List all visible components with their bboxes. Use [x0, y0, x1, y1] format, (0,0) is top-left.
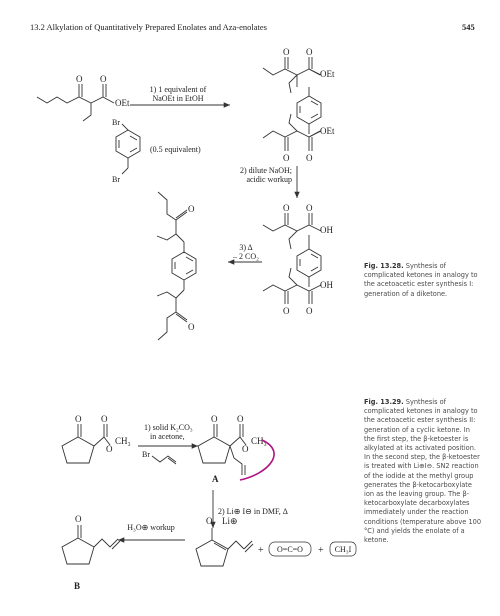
step1-line2: in acetone,: [150, 432, 185, 441]
atom-o: O: [101, 414, 108, 424]
atom-o: O: [242, 444, 249, 454]
atom-br: Br: [112, 175, 120, 184]
step2-line1: 2) dilute NaOH;: [240, 166, 292, 175]
ketoester-start: [37, 74, 130, 121]
workup-label: H₃O⊕ workup: [127, 523, 175, 532]
carbon-dioxide: O=C=O: [277, 545, 303, 554]
atom-br: Br: [112, 118, 120, 127]
group-oet: OEt: [115, 98, 130, 108]
methyl-iodide: CH₃I: [334, 545, 352, 554]
enolate: [196, 516, 356, 566]
compound-a-label: A: [212, 474, 219, 484]
atom-o: O: [306, 47, 313, 57]
atom-o: O: [76, 74, 83, 84]
page-number: 545: [462, 22, 475, 32]
atom-o: O: [283, 153, 290, 163]
plus-sign: +: [318, 545, 324, 556]
reagent-amount: (0.5 equivalent): [150, 145, 201, 154]
step3-line1: 3) Δ: [239, 243, 253, 252]
figure-caption-13-28: [364, 262, 482, 299]
dibromo-xylene: [112, 118, 201, 184]
diketone-product: [157, 192, 196, 340]
compound-b: [62, 514, 120, 591]
atom-o: O: [283, 306, 290, 316]
step1-line2: NaOEt in EtOH: [152, 94, 204, 103]
atom-o: O: [188, 204, 195, 214]
step3-line2: – 2 CO₂: [233, 252, 259, 261]
atom-o: O: [306, 203, 313, 213]
group-ch3: CH₃: [251, 436, 267, 446]
bis-ketoester: [263, 47, 335, 163]
bis-ketoacid: [263, 203, 333, 316]
step2-line2: acidic workup: [246, 175, 292, 184]
cyclopentanone-ester: [62, 414, 131, 463]
atom-o: O: [75, 414, 82, 424]
atom-o: O: [306, 306, 313, 316]
running-header: 13.2 Alkylation of Quantitatively Prepared Enolates and Aza-enolates: [30, 22, 267, 32]
atom-br: Br: [142, 450, 150, 459]
compound-a: [198, 414, 274, 484]
atom-o: O: [75, 514, 82, 524]
lithium-ion: Li⊕: [222, 516, 238, 526]
atom-o: O: [237, 414, 244, 424]
group-oh: OH: [320, 225, 333, 235]
atom-o: O: [100, 74, 107, 84]
figure-label: Fig. 13.29.: [364, 398, 404, 406]
atom-o: O: [106, 444, 113, 454]
group-oh: OH: [320, 280, 333, 290]
group-oet: OEt: [320, 126, 335, 136]
atom-o: O: [306, 153, 313, 163]
atom-o: O: [206, 516, 213, 526]
step1-line1: 1) solid K₂CO₃: [144, 423, 193, 432]
step2-reagent: 2) Li⊕ I⊖ in DMF, Δ: [218, 507, 288, 516]
caption-text: Synthesis of complicated ketones in analogy to the acetoacetic ester synthesis II: generation of a cyclic ketone. In the first step, the β-ketoester is alkylated at its activated position. In the second step, the β-ketoester is treated with Li⊕I⊖. SN2 reaction of the iodide at the methyl group generates the β-ketocarboxylate ion as the leaving group. The β-ketocarboxylate decarboxylates immediately under the reaction conditions (temperature above 100 °C) and yields the enolate of a ketone.: [364, 398, 482, 545]
step1-line1: 1) 1 equivalent of: [149, 85, 207, 94]
atom-o: O: [211, 414, 218, 424]
group-ch3: CH₃: [115, 436, 131, 446]
group-oet: OEt: [320, 69, 335, 79]
figure-caption-13-29: [364, 398, 482, 545]
plus-sign: +: [258, 545, 264, 556]
atom-o: O: [283, 203, 290, 213]
atom-o: O: [283, 47, 290, 57]
figure-label: Fig. 13.28.: [364, 262, 404, 270]
atom-o: O: [188, 322, 195, 332]
compound-b-label: B: [74, 581, 81, 591]
caption-text: Synthesis of complicated ketones in analogy to the acetoacetic ester synthesis I: generation of a diketone.: [364, 262, 478, 298]
